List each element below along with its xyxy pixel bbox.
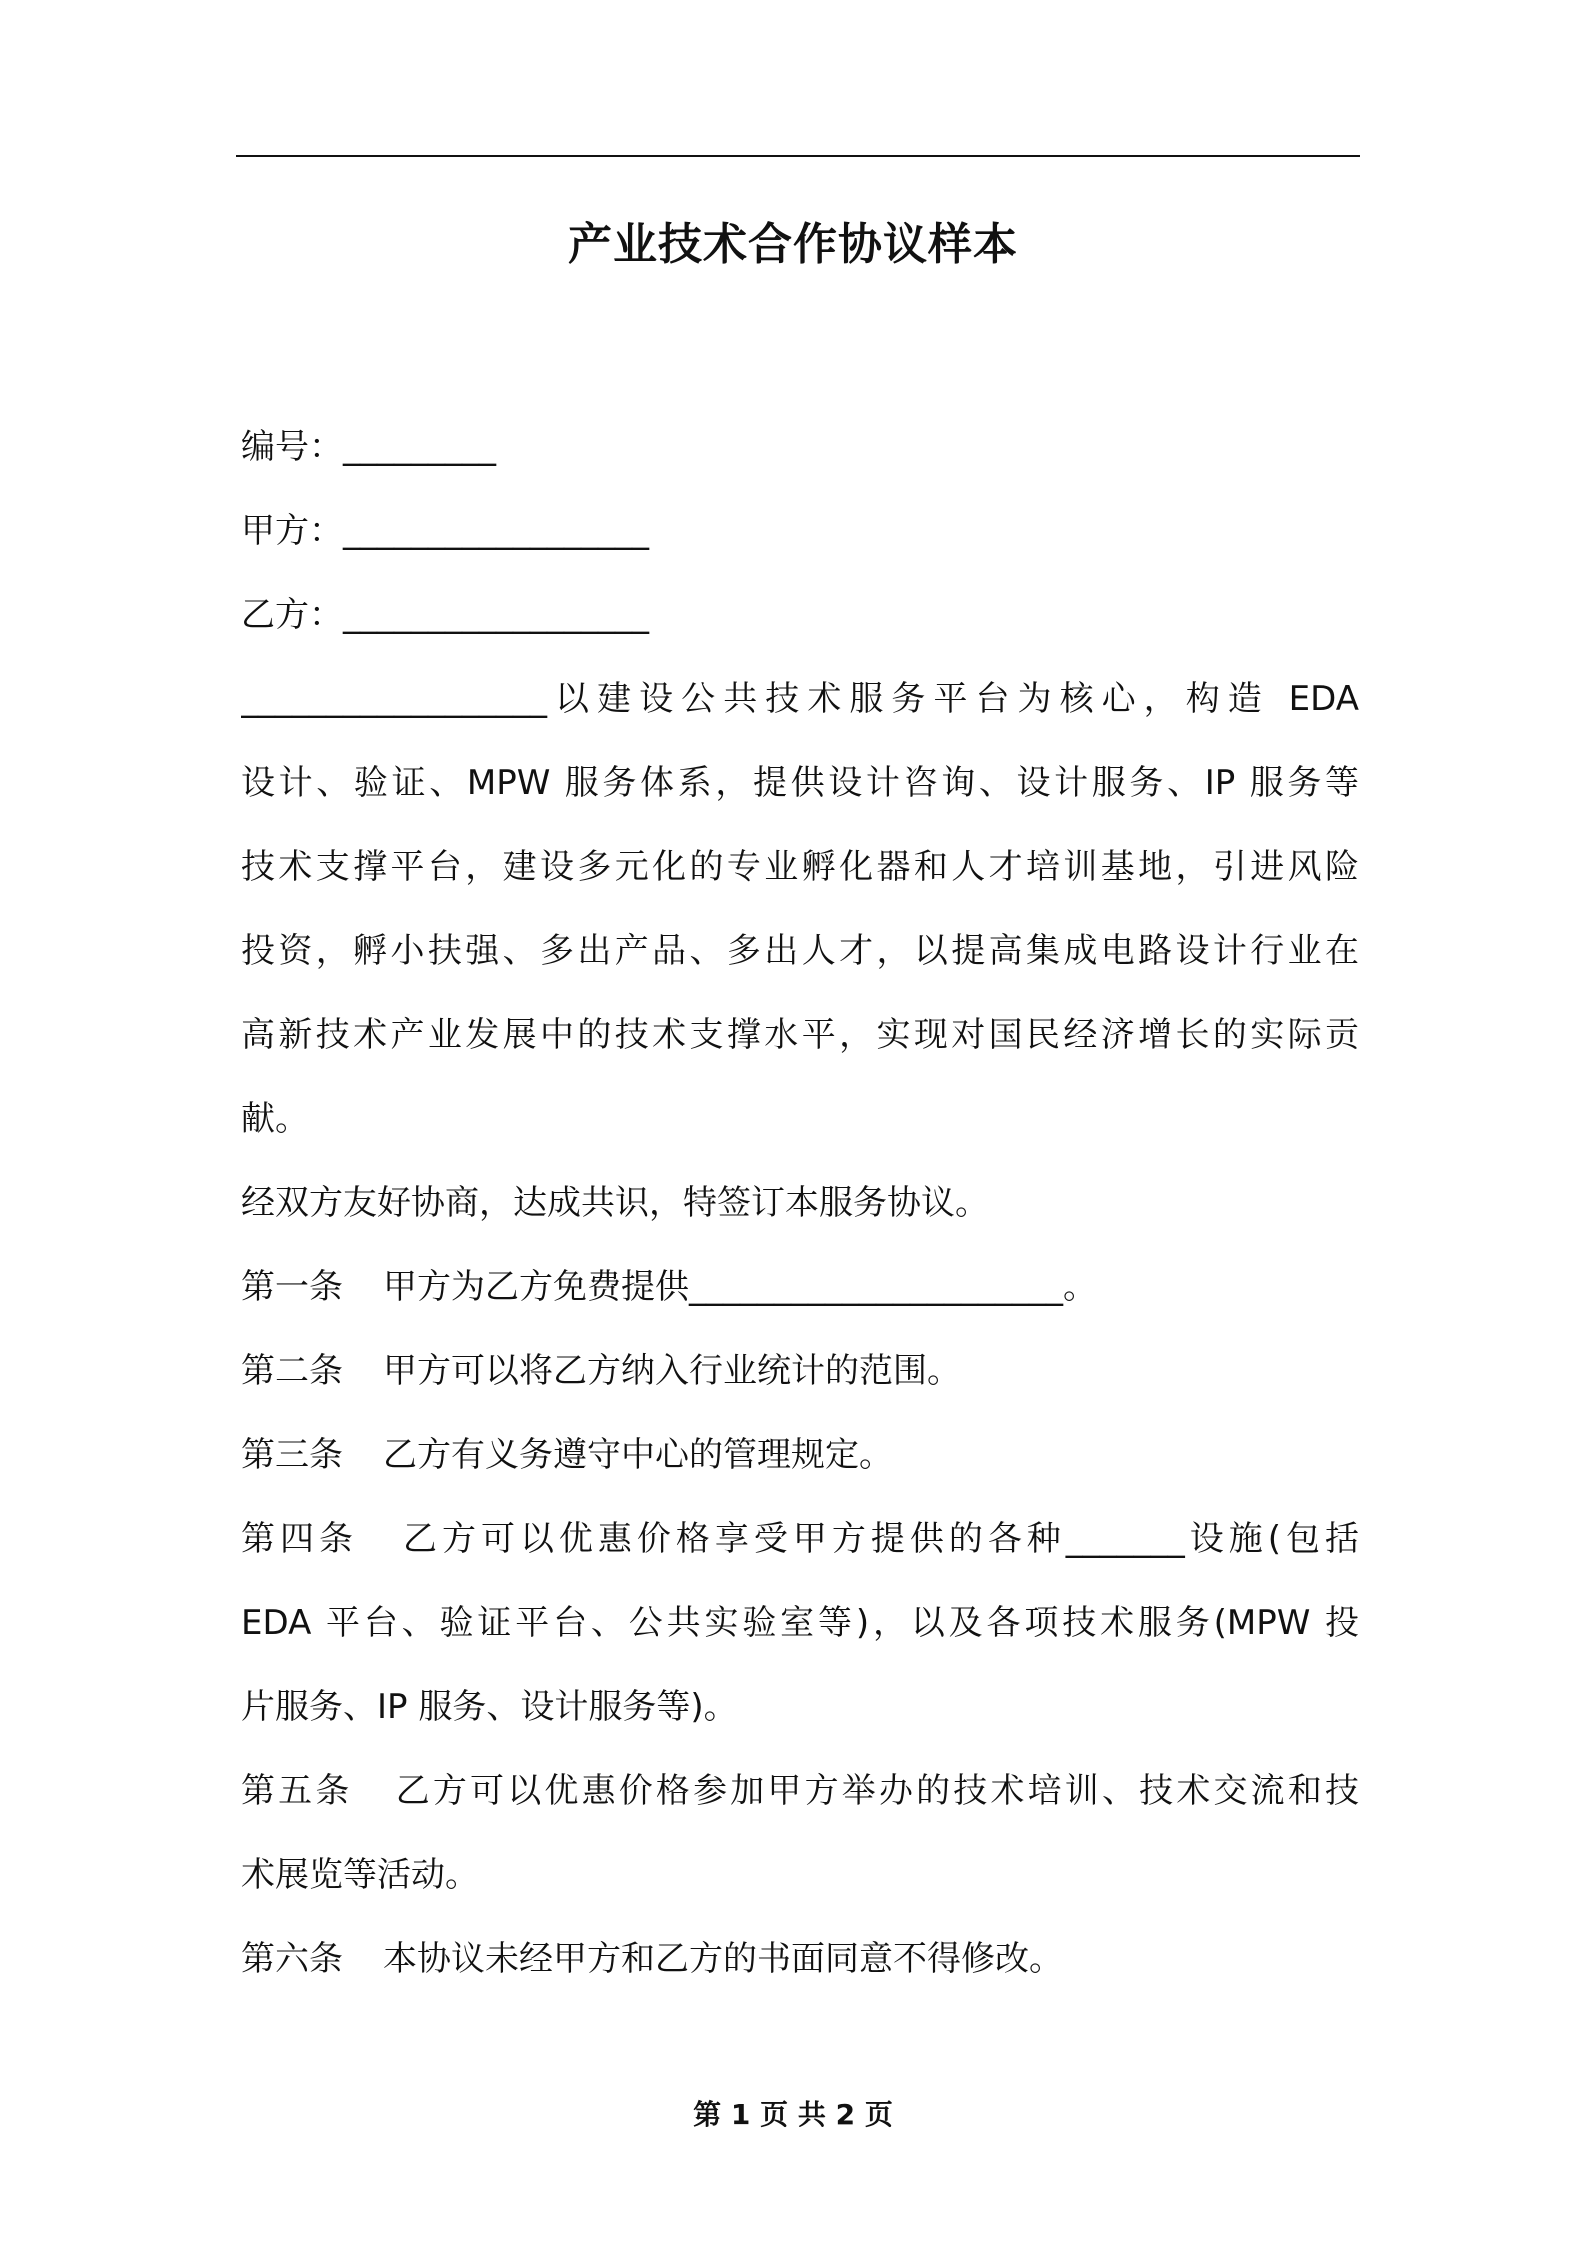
article-1: [241, 1245, 1359, 1329]
article-3: [241, 1413, 1359, 1497]
document-title: 产业技术合作协议样本: [568, 219, 1018, 270]
article-label: 第五条: [241, 1771, 353, 1811]
document-body: [241, 405, 1359, 2001]
consensus-paragraph: 经双方友好协商，达成共识，特签订本服务协议。: [241, 1183, 989, 1223]
article-5-continued: 术展览等活动。: [241, 1855, 479, 1895]
article-4-continued: 片服务、IP 服务、设计服务等)。: [241, 1687, 738, 1727]
article-4-continued: EDA 平台、验证平台、公共实验室等)，以及各项技术服务(MPW 投: [241, 1603, 1359, 1643]
article-text: 乙方有义务遵守中心的管理规定。: [383, 1435, 893, 1475]
intro-line: 投资，孵小扶强、多出产品、多出人才，以提高集成电路设计行业在: [241, 931, 1359, 971]
article-6: [241, 1917, 1359, 2001]
intro-line: 献。: [241, 1099, 309, 1139]
article-label: 第二条: [241, 1351, 343, 1391]
intro-line: 高新技术产业发展中的技术支撑水平，实现对国民经济增长的实际贡: [241, 1015, 1359, 1055]
header-rule: [236, 155, 1360, 157]
article-label: 第三条: [241, 1435, 343, 1475]
page-footer: 第 1 页 共 2 页: [693, 2098, 893, 2131]
article-2: [241, 1329, 1359, 1413]
article-text: 乙方可以优惠价格享受甲方提供的各种_______设施(包括: [397, 1519, 1359, 1559]
party-a-field: 甲方：__________________: [241, 511, 649, 551]
article-label: 第六条: [241, 1939, 343, 1979]
article-text: 甲方为乙方免费提供______________________。: [383, 1267, 1097, 1307]
article-5: [241, 1749, 1359, 1833]
intro-line: 技术支撑平台，建设多元化的专业孵化器和人才培训基地，引进风险: [241, 847, 1359, 887]
article-label: 第四条: [241, 1519, 358, 1559]
intro-line: __________________以建设公共技术服务平台为核心，构造 EDA: [241, 679, 1359, 719]
article-text: 乙方可以优惠价格参加甲方举办的技术培训、技术交流和技: [392, 1771, 1359, 1811]
article-text: 甲方可以将乙方纳入行业统计的范围。: [383, 1351, 961, 1391]
article-text: 本协议未经甲方和乙方的书面同意不得修改。: [383, 1939, 1063, 1979]
article-label: 第一条: [241, 1267, 343, 1307]
number-field: 编号：_________: [241, 427, 496, 467]
party-b-field: 乙方：__________________: [241, 595, 649, 635]
article-4: [241, 1497, 1359, 1581]
intro-line: 设计、验证、MPW 服务体系，提供设计咨询、设计服务、IP 服务等: [241, 763, 1359, 803]
